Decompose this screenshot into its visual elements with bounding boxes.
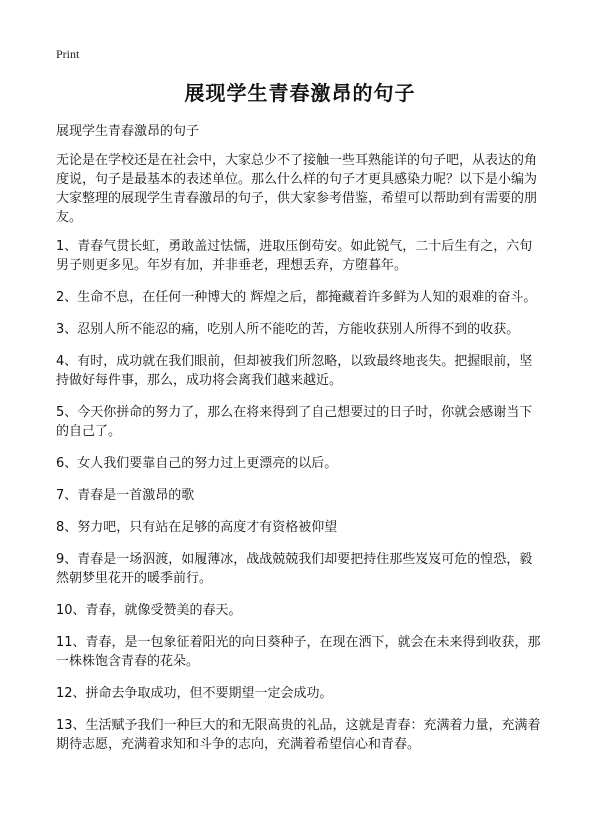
sentence-item: 6、女人我们要靠自己的努力过上更漂亮的以后。	[56, 456, 338, 471]
sentence-item: 12、拼命去争取成功，但不要期望一定会成功。	[56, 686, 333, 701]
sentence-item: 4、有时，成功就在我们眼前，但却被我们所忽略，以致最终地丧失。把握眼前，坚持做好每件事，那么，成功将会离我们越来越近。	[56, 354, 533, 388]
sentence-item: 8、努力吧，只有站在足够的高度才有资格被仰望	[56, 520, 338, 535]
print-link[interactable]: Print	[56, 47, 80, 61]
sentence-item: 13、生活赋予我们一种巨大的和无限高贵的礼品，这就是青春：充满着力量，充满着期待志愿，充满着求知和斗争的志向，充满着希望信心和青春。	[56, 718, 541, 752]
page-title: 展现学生青春激昂的句子	[184, 81, 416, 105]
sentence-item: 3、忍别人所不能忍的痛，吃别人所不能吃的苦，方能收获别人所得不到的收获。	[56, 322, 520, 337]
sentence-item: 11、青春，是一包象征着阳光的向日葵种子，在现在洒下，就会在未来得到收获，那一株株饱含青春的花朵。	[56, 635, 541, 669]
sentence-list	[56, 237, 544, 754]
sentence-item: 1、青春气贯长虹，勇敢盖过怯懦，进取压倒苟安。如此锐气，二十后生有之，六旬男子则更多见。年岁有加，并非垂老，理想丢弃，方堕暮年。	[56, 239, 533, 273]
intro-paragraph: 无论是在学校还是在社会中，大家总少不了接触一些耳熟能详的句子吧，从表达的角度说，句子是最基本的表述单位。那么什么样的句子才更具感染力呢？以下是小编为大家整理的展现学生青春激昂的句子，供大家参考借鉴，希望可以帮助到有需要的朋友。	[56, 153, 538, 225]
document-subtitle: 展现学生青春激昂的句子	[56, 124, 200, 139]
sentence-item: 7、青春是一首激昂的歌	[56, 488, 195, 503]
sentence-item: 10、青春，就像受赞美的春天。	[56, 603, 242, 618]
sentence-item: 2、生命不息，在任何一种博大的 辉煌之后，都掩藏着许多鲜为人知的艰难的奋斗。	[56, 290, 537, 305]
sentence-item: 5、今天你拼命的努力了，那么在将来得到了自己想要过的日子时，你就会感谢当下的自己了。	[56, 405, 533, 439]
sentence-item: 9、青春是一场泅渡，如履薄冰，战战兢兢我们却要把持住那些岌岌可危的惶恐，毅然朝梦里花开的暖季前行。	[56, 552, 533, 586]
document-body	[56, 151, 544, 767]
